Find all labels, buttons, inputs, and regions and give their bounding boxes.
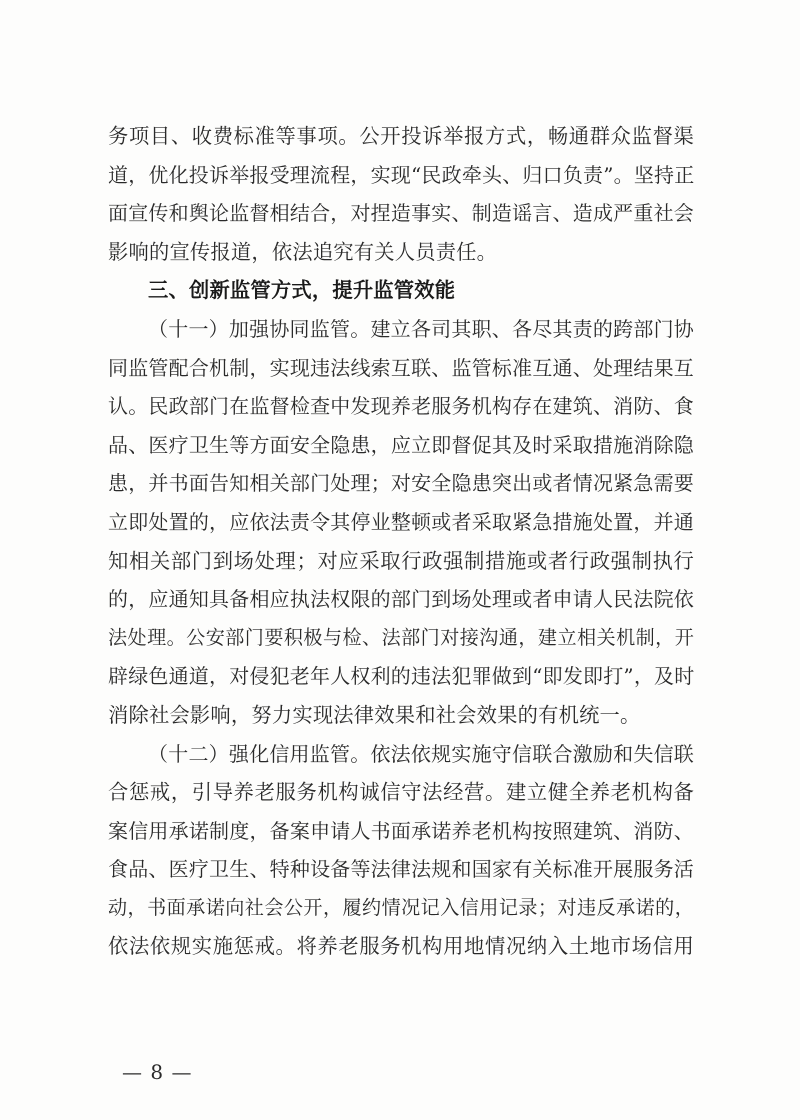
text-line: 辟绿色通道，对侵犯老年人权利的违法犯罪做到“即发即打”，及时 — [108, 664, 695, 689]
paragraph-3 — [108, 735, 694, 967]
text-line: （十二）强化信用监管。依法依规实施守信联合激励和失信联 — [148, 741, 694, 766]
text-line: 动，书面承诺向社会公开，履约情况记入信用记录；对违反承诺的， — [108, 895, 694, 919]
text-line: 合惩戒，引导养老服务机构诚信守法经营。建立健全养老机构备 — [108, 780, 694, 805]
text-line: 的，应通知具备相应执法权限的部门到场处理或者申请人民法院依 — [108, 587, 694, 612]
text-line: 消除社会影响，努力实现法律效果和社会效果的有机统一。 — [108, 702, 641, 727]
text-line: 品、医疗卫生等方面安全隐患，应立即督促其及时采取措施消除隐 — [108, 432, 694, 457]
text-line: 立即处置的，应依法责令其停业整顿或者采取紧急措施处置，并通 — [108, 509, 694, 534]
text-line: 患，并书面告知相关部门处理；对安全隐患突出或者情况紧急需要 — [108, 471, 694, 496]
section-heading-block — [108, 271, 694, 310]
document-body — [108, 117, 694, 966]
paragraph-2 — [108, 310, 694, 735]
text-line: 法处理。公安部门要积极与检、法部门对接沟通，建立相关机制，开 — [108, 625, 694, 649]
text-line: 同监管配合机制，实现违法线索互联、监管标准互通、处理结果互 — [108, 355, 694, 380]
text-line: （十一）加强协同监管。建立各司其职、各尽其责的跨部门协 — [148, 316, 694, 341]
text-line: 认。民政部门在监督检查中发现养老服务机构存在建筑、消防、食 — [108, 394, 694, 419]
text-line: 道，优化投诉举报受理流程，实现“民政牵头、归口负责”。坚持正 — [108, 162, 695, 187]
text-line: 案信用承诺制度，备案申请人书面承诺养老机构按照建筑、消防、 — [108, 818, 694, 843]
text-line: 食品、医疗卫生、特种设备等法律法规和国家有关标准开展服务活 — [108, 857, 694, 882]
text-line: 务项目、收费标准等事项。公开投诉举报方式，畅通群众监督渠 — [108, 124, 694, 148]
text-line: 影响的宣传报道，依法追究有关人员责任。 — [108, 239, 498, 264]
page-number: — 8 — — [122, 1060, 193, 1084]
text-line: 面宣传和舆论监督相结合，对捏造事实、制造谣言、造成严重社会 — [108, 201, 694, 226]
text-line: 知相关部门到场处理；对应采取行政强制措施或者行政强制执行 — [108, 548, 694, 573]
paragraph-1 — [108, 117, 694, 271]
section-heading: 三、创新监管方式，提升监管效能 — [148, 278, 456, 303]
text-line: 依法依规实施惩戒。将养老服务机构用地情况纳入土地市场信用 — [108, 934, 694, 959]
